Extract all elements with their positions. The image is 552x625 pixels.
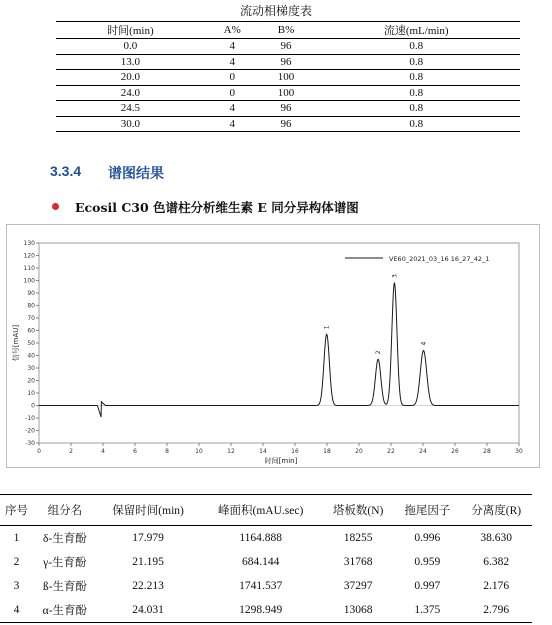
- y-tick-label: 50: [27, 340, 35, 347]
- table-cell: 0.8: [312, 116, 520, 132]
- chromatogram-frame: [6, 224, 540, 468]
- table-cell: 24.5: [56, 101, 205, 117]
- table-cell: 100: [260, 85, 313, 101]
- gradient-header-flow: 流速(mL/min): [312, 22, 520, 39]
- table-row: [56, 70, 520, 86]
- legend-label: VE60_2021_03_16 16_27_42_1: [389, 255, 490, 263]
- results-header-index: 序号: [0, 495, 33, 526]
- table-cell: 30.0: [56, 116, 205, 132]
- y-tick-label: 100: [23, 277, 35, 285]
- gradient-header-a: A%: [205, 22, 260, 39]
- table-cell: 37297: [343, 580, 373, 592]
- peak-label: 1: [323, 325, 331, 330]
- table-cell: 2.176: [483, 580, 510, 592]
- table-cell: 0.8: [312, 85, 520, 101]
- table-cell: 0.997: [414, 580, 441, 592]
- table-cell: 17.979: [132, 532, 164, 544]
- table-cell: 0: [205, 85, 260, 101]
- table-cell: 96: [260, 101, 313, 117]
- x-tick-label: 30: [515, 448, 523, 455]
- results-table: [0, 494, 532, 623]
- table-cell: 2: [13, 556, 20, 568]
- table-cell: 0.959: [414, 556, 441, 568]
- results-header-resolution: 分离度(R): [460, 495, 532, 526]
- table-cell: 22.213: [132, 580, 164, 592]
- table-row: [56, 101, 520, 117]
- chromatogram-chart: [7, 225, 539, 467]
- x-tick-label: 18: [323, 448, 331, 455]
- x-tick-label: 8: [165, 448, 169, 455]
- table-cell: 4: [205, 101, 260, 117]
- results-header-area: 峰面积(mAU.sec): [199, 495, 321, 526]
- peak-label: 3: [391, 274, 399, 278]
- gradient-header-b: B%: [260, 22, 313, 39]
- x-tick-label: 28: [483, 448, 491, 455]
- table-cell: 96: [260, 39, 313, 55]
- table-cell: 0.8: [312, 101, 520, 117]
- section-number: 3.3.4: [50, 163, 82, 179]
- chart-axes: [24, 240, 523, 455]
- table-row: [0, 526, 532, 551]
- table-cell: 6.382: [483, 556, 510, 568]
- table-cell: δ-生育酚: [42, 533, 87, 545]
- table-cell: 1298.949: [199, 598, 321, 623]
- peak-labels: [324, 274, 428, 354]
- chromatogram-title: Ecosil C30 色谱柱分析维生素 E 同分异构体谱图: [75, 200, 359, 215]
- table-cell: 1: [13, 532, 20, 544]
- table-cell: 24.031: [97, 598, 200, 623]
- x-tick-label: 14: [259, 448, 267, 455]
- table-cell: 4: [0, 598, 33, 623]
- table-cell: 0.8: [312, 54, 520, 70]
- gradient-table-caption: 流动相梯度表: [239, 4, 312, 18]
- gradient-header-time: 时间(min): [56, 22, 205, 39]
- peak-label: 2: [375, 350, 383, 355]
- plot-area: [39, 243, 519, 443]
- chromatogram-trace: [39, 283, 519, 417]
- table-cell: 4: [205, 116, 260, 132]
- y-tick-label: 60: [27, 327, 35, 335]
- x-tick-label: 20: [355, 448, 363, 455]
- y-tick-label: 30: [27, 365, 35, 372]
- table-cell: 31768: [343, 556, 373, 568]
- table-cell: 20.0: [56, 70, 205, 86]
- y-tick-label: 80: [27, 302, 35, 310]
- table-cell: 3: [13, 580, 20, 592]
- x-tick-label: 2: [69, 448, 73, 455]
- gradient-table: [56, 21, 520, 132]
- y-tick-label: -30: [25, 440, 35, 447]
- table-cell: 96: [260, 116, 313, 132]
- peak-label: 4: [420, 341, 428, 346]
- x-tick-label: 0: [37, 448, 41, 455]
- table-cell: 38.630: [480, 532, 512, 544]
- table-row: [0, 550, 532, 574]
- table-cell: 2.796: [460, 598, 532, 623]
- y-tick-label: 120: [23, 252, 35, 260]
- x-tick-label: 6: [133, 448, 137, 455]
- table-cell: ß-生育酚: [42, 581, 87, 593]
- x-tick-label: 24: [419, 448, 427, 455]
- table-cell: α-生育酚: [33, 598, 97, 623]
- table-cell: 4: [205, 54, 260, 70]
- table-cell: 0.996: [414, 532, 441, 544]
- table-cell: 1.375: [394, 598, 460, 623]
- y-tick-label: 40: [27, 352, 35, 360]
- x-tick-label: 10: [195, 448, 203, 455]
- table-row: [56, 39, 520, 55]
- x-tick-label: 4: [101, 448, 105, 455]
- table-row: [56, 54, 520, 70]
- table-cell: 96: [260, 54, 313, 70]
- table-cell: 21.195: [132, 556, 164, 568]
- y-tick-label: 70: [27, 315, 35, 322]
- table-cell: 1741.537: [239, 580, 283, 592]
- x-tick-label: 12: [227, 448, 235, 455]
- y-tick-label: -10: [25, 415, 35, 422]
- section-title: 谱图结果: [108, 166, 164, 182]
- table-cell: 100: [260, 70, 313, 86]
- table-cell: 0.0: [56, 39, 205, 55]
- y-tick-label: 110: [23, 265, 35, 272]
- table-cell: 18255: [343, 532, 373, 544]
- table-cell: 0.8: [312, 39, 520, 55]
- y-tick-label: 0: [31, 402, 35, 410]
- y-tick-label: 90: [27, 290, 35, 297]
- table-cell: 13.0: [56, 54, 205, 70]
- results-header-component: 组分名: [33, 495, 97, 526]
- table-cell: 24.0: [56, 85, 205, 101]
- results-header-retention: 保留时间(min): [97, 495, 200, 526]
- table-cell: 13068: [322, 598, 394, 623]
- table-row: [0, 598, 532, 623]
- y-axis-label: 信号[mAU]: [12, 324, 20, 362]
- table-cell: γ-生育酚: [43, 557, 87, 569]
- results-header-tailing: 拖尾因子: [394, 495, 460, 526]
- table-row: [56, 85, 520, 101]
- table-cell: 684.144: [241, 556, 280, 568]
- y-tick-label: 20: [27, 377, 35, 385]
- table-cell: 1164.888: [239, 532, 283, 544]
- bullet-icon: [52, 203, 59, 210]
- y-tick-label: 10: [27, 390, 35, 397]
- y-tick-label: -20: [25, 427, 35, 435]
- table-cell: 0: [205, 70, 260, 86]
- y-tick-label: 130: [23, 240, 35, 247]
- table-row: [56, 116, 520, 132]
- x-axis-label: 时间[min]: [264, 457, 298, 465]
- table-cell: 0.8: [312, 70, 520, 86]
- results-header-plates: 塔板数(N): [322, 495, 394, 526]
- x-tick-label: 26: [451, 448, 459, 455]
- table-cell: 4: [205, 39, 260, 55]
- x-tick-label: 16: [291, 448, 299, 455]
- table-row: [0, 574, 532, 598]
- x-tick-label: 22: [387, 448, 395, 455]
